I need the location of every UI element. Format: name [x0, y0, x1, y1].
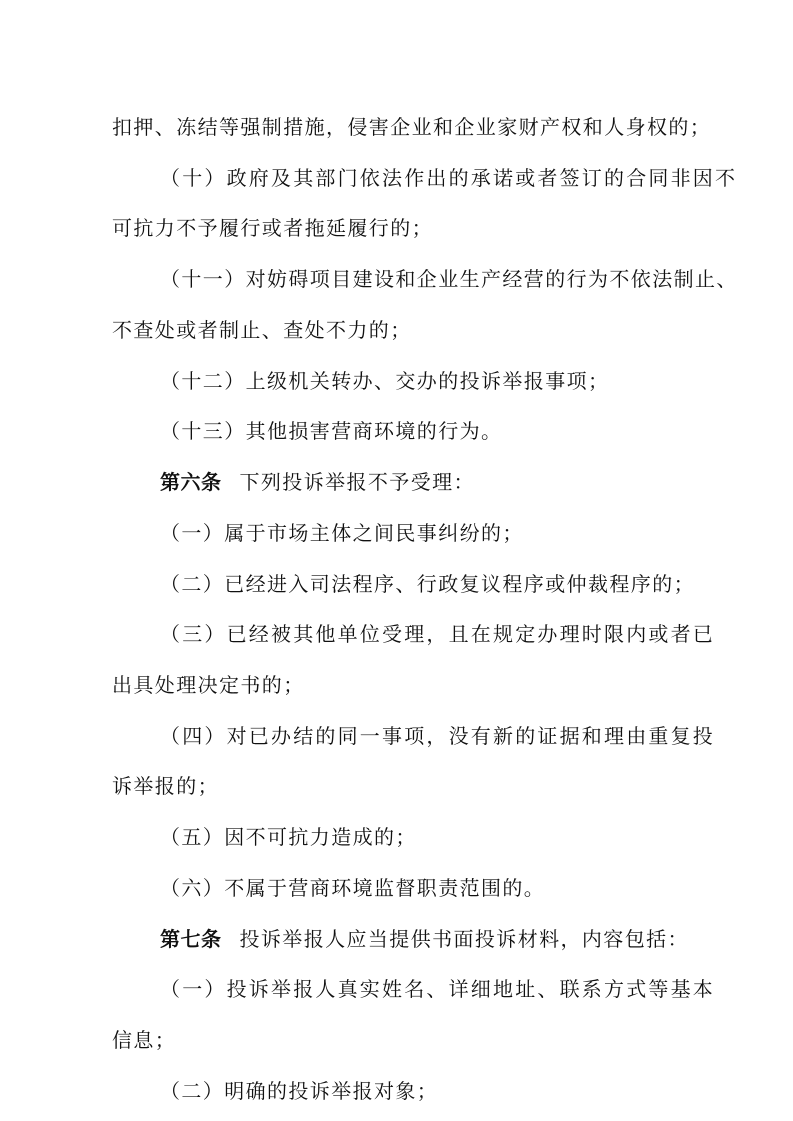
text-line: 可抗力不予履行或者拖延履行的；	[112, 216, 433, 240]
article-heading: 第六条	[160, 470, 222, 494]
text-line: 出具处理决定书的；	[112, 673, 305, 697]
text-line: 信息；	[112, 1028, 177, 1052]
text-line: 诉举报的；	[112, 774, 219, 798]
text-line: （二）明确的投诉举报对象；	[160, 1079, 439, 1103]
article-text: 投诉举报人应当提供书面投诉材料，内容包括：	[239, 927, 689, 951]
text-line: （十二）上级机关转办、交办的投诉举报事项；	[160, 369, 610, 393]
text-line: （五）因不可抗力造成的；	[160, 825, 417, 849]
text-line: 不查处或者制止、查处不力的；	[112, 318, 412, 342]
text-line: （三）已经被其他单位受理，且在规定办理时限内或者已	[160, 622, 715, 646]
article-seven-line	[0, 919, 793, 959]
text-line: （十）政府及其部门依法作出的承诺或者签订的合同非因不	[160, 166, 738, 190]
text-line: （六）不属于营商环境监督职责范围的。	[160, 876, 546, 900]
article-six-line	[0, 462, 793, 502]
text-line: （二）已经进入司法程序、行政复议程序或仲裁程序的；	[160, 572, 695, 596]
text-line: 扣押、冻结等强制措施，侵害企业和企业家财产权和人身权的；	[112, 115, 712, 139]
text-line: （四）对已办结的同一事项，没有新的证据和理由重复投	[160, 724, 715, 748]
text-line: （一）属于市场主体之间民事纠纷的；	[160, 521, 524, 545]
text-line: （十一）对妨碍项目建设和企业生产经营的行为不依法制止、	[160, 267, 738, 291]
text-line: （十三）其他损害营商环境的行为。	[160, 419, 503, 443]
article-heading: 第七条	[160, 927, 222, 951]
article-text: 下列投诉举报不予受理：	[239, 470, 475, 494]
text-line: （一）投诉举报人真实姓名、详细地址、联系方式等基本	[160, 977, 715, 1001]
